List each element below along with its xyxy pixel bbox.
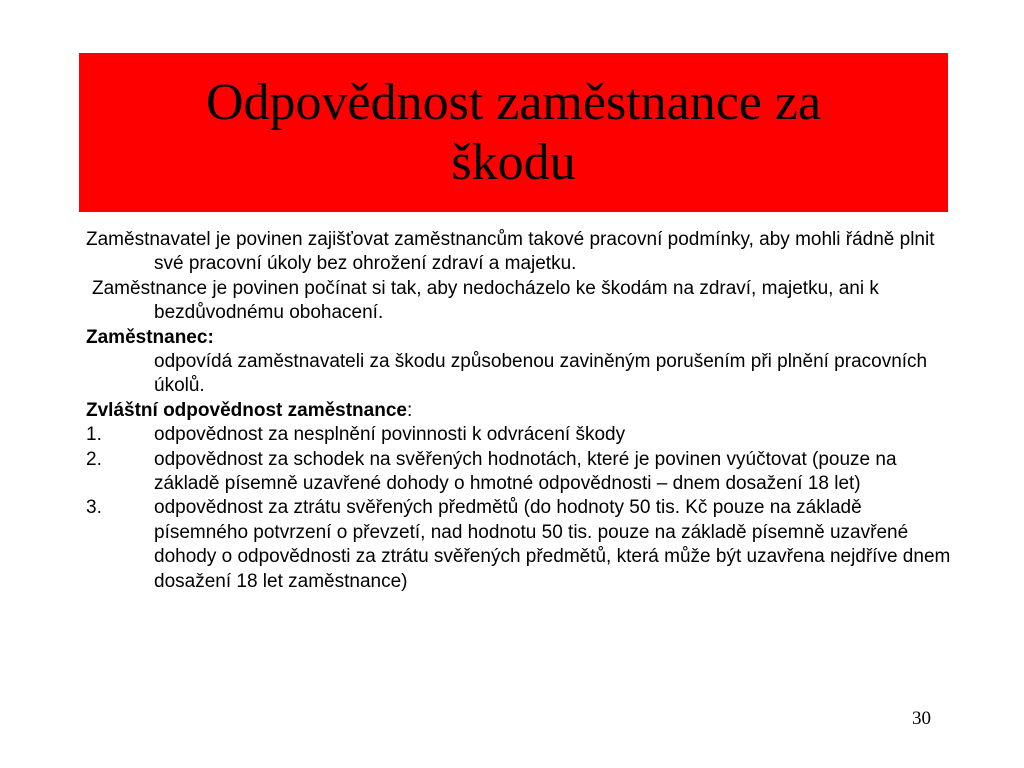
slide-body: [86, 228, 956, 594]
list-item-number: 1.: [86, 424, 102, 446]
list-item: [86, 423, 956, 447]
special-liability-heading: [86, 399, 956, 423]
intro-paragraph-employer: Zaměstnavatel je povinen zajišťovat zaměstnancům takové pracovní podmínky, aby mohli řádně plnit své pracovní úkoly bez ohrožení zdraví a majetku.: [86, 229, 935, 275]
list-item-text: odpovědnost za ztrátu svěřených předmětů (do hodnoty 50 tis. Kč pouze na základě písemného potvrzení o převzetí, nad hodnotu 50 tis. pouze na základě písemně uzavřené dohody o odpovědnosti za ztrátu svěřených předmětů, která může být uzavřena nejdříve dnem dosažení 18 let zaměstnance): [154, 497, 951, 592]
list-item: [86, 448, 956, 497]
slide-title-line-1: Odpovědnost zaměstnance za: [205, 73, 822, 131]
employee-liability-text: odpovídá zaměstnavateli za škodu způsobenou zaviněným porušením při plnění pracovních úkolů.: [154, 351, 928, 397]
special-liability-heading-text: Zvláštní odpovědnost zaměstnance: [86, 399, 407, 421]
list-item-number: 2.: [86, 448, 102, 470]
intro-paragraph-employee: Zaměstnance je povinen počínat si tak, aby nedocházelo ke škodám na zdraví, majetku, ani k bezdůvodnému obohacení.: [92, 277, 879, 324]
slide-title-banner: [79, 53, 948, 212]
page-number: 30: [912, 708, 931, 729]
employee-heading: Zaměstnanec:: [86, 326, 214, 348]
slide-title-line-2: škodu: [451, 133, 576, 191]
list-item-text: odpovědnost za nesplnění povinnosti k odvrácení škody: [154, 424, 626, 446]
special-liability-heading-colon: :: [406, 399, 413, 421]
list-item-number: 3.: [86, 497, 102, 519]
list-item-text: odpovědnost za schodek na svěřených hodnotách, které je povinen vyúčtovat (pouze na základě písemně uzavřené dohody o hmotné odpovědnosti – dnem dosažení 18 let): [154, 448, 897, 495]
list-item: [86, 496, 956, 594]
